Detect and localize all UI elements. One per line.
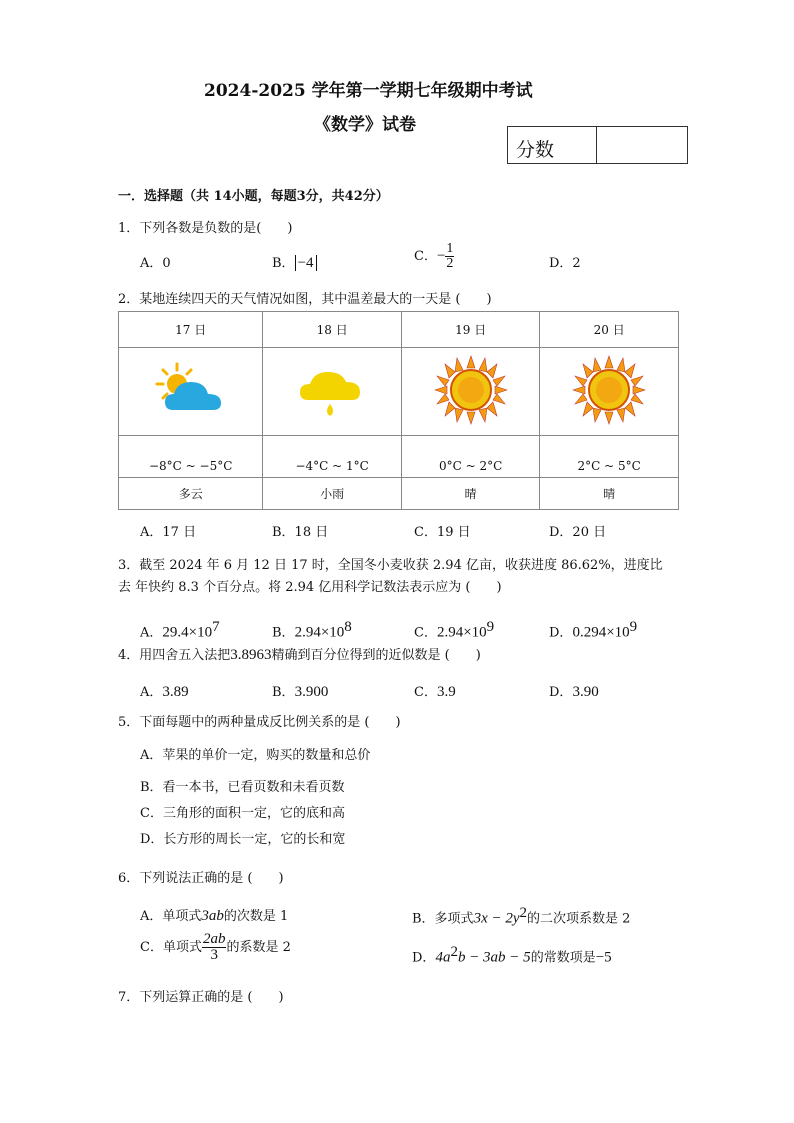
day-18-temp: −4°C ~ 1°C	[263, 436, 402, 478]
day-19-weather: 晴	[401, 478, 540, 510]
q7-stem: 7．下列运算正确的是 ( )	[118, 990, 284, 1005]
q3-option-c-exp: 9	[486, 619, 495, 635]
q6-option-c-prefix: C．单项式	[140, 940, 202, 955]
q4-option-b-value: 3.900	[294, 684, 329, 700]
q4-option-a[interactable]	[140, 681, 189, 701]
q3-stem-line1: 3．截至 2024 年 6 月 12 日 17 时，全国冬小麦收获 2.94 亿亩，收获进度 86.62%，进度比	[118, 558, 663, 573]
day-20-date: 20 日	[540, 312, 679, 348]
q6-option-d-value: −5	[595, 949, 612, 966]
day-19-date: 19 日	[401, 312, 540, 348]
q6-option-a-suffix: 的次数是 1	[223, 909, 289, 924]
sun-icon	[431, 354, 511, 426]
q2-option-c[interactable]: C．19 日	[414, 525, 471, 540]
score-label-cell	[508, 127, 597, 163]
day-18-date: 18 日	[263, 312, 402, 348]
q6-option-c-num: 2ab	[202, 931, 226, 947]
q3-option-b-base: 2.94×10	[294, 624, 345, 641]
section-heading: 一．选择题（共 14小题，每题3分，共42分）	[118, 189, 389, 204]
q4-stem-prefix: 4．用四舍五入法把	[118, 648, 231, 663]
q3-option-b-exp: 8	[344, 619, 352, 635]
day-20-temp: 2°C ~ 5°C	[540, 436, 679, 478]
q3-option-a[interactable]	[140, 619, 220, 641]
q4-option-d-prefix: D．	[549, 685, 573, 700]
q3-stem-line2: 去 年快约 8.3 个百分点。将 2.94 亿用科学记数法表示应为 ( )	[118, 580, 502, 595]
day-18-weather: 小雨	[263, 478, 402, 510]
q3-option-a-prefix: A．	[140, 625, 163, 641]
q3-option-b-prefix: B．	[272, 625, 295, 641]
exam-title: 2024-2025 学年第一学期七年级期中考试	[204, 81, 533, 101]
q6-option-d-prefix: D．	[412, 950, 436, 966]
q5-option-c[interactable]: C．三角形的面积一定，它的底和高	[140, 806, 345, 821]
q3-option-c-base: 2.94×10	[436, 624, 487, 641]
q3-option-c[interactable]	[414, 619, 494, 641]
q1-option-d[interactable]: D．2	[549, 256, 581, 271]
q4-stem-number: 3.8963	[230, 647, 272, 663]
q6-option-b-expr: 3x − 2y	[473, 910, 520, 927]
q3-option-b[interactable]	[272, 619, 352, 641]
q3-option-d[interactable]	[549, 619, 637, 641]
q3-option-a-exp: 7	[212, 619, 220, 635]
q2-stem: 2．某地连续四天的天气情况如图，其中温差最大的一天是 ( )	[118, 292, 492, 307]
q2-option-a[interactable]: A．17 日	[140, 525, 197, 540]
sun-icon	[569, 354, 649, 426]
q4-option-a-value: 3.89	[162, 684, 189, 700]
q1-option-a[interactable]: A．0	[140, 256, 171, 271]
q4-option-c-prefix: C．	[414, 685, 437, 700]
weather-table	[118, 311, 679, 510]
day-19-temp: 0°C ~ 2°C	[401, 436, 540, 478]
q6-option-c-suffix: 的系数是 2	[226, 940, 291, 955]
q5-option-b[interactable]: B．看一本书，已看页数和未看页数	[140, 780, 345, 795]
score-box	[507, 126, 688, 164]
day-17-icon-cell	[119, 348, 263, 436]
q1-option-b-value: −4	[295, 255, 317, 271]
day-20-icon-cell	[540, 348, 679, 436]
q5-option-a[interactable]: A．苹果的单价一定，购买的数量和总价	[140, 748, 371, 763]
q2-option-b[interactable]: B．18 日	[272, 525, 329, 540]
q6-option-a-prefix: A．单项式	[140, 909, 202, 924]
day-17-date: 17 日	[119, 312, 263, 348]
q4-option-d-value: 3.90	[572, 684, 599, 700]
q6-option-d-expr1: 4a	[435, 949, 451, 966]
q4-option-a-prefix: A．	[140, 685, 163, 700]
q1-option-c-prefix: C．	[414, 249, 437, 264]
score-label: 分数	[516, 139, 555, 161]
q3-option-d-base: 0.294×10	[572, 624, 630, 641]
partly-cloudy-icon	[151, 358, 231, 422]
q6-option-d[interactable]	[412, 944, 612, 966]
q6-option-c[interactable]	[140, 932, 291, 963]
q6-option-a-expr: 3ab	[201, 908, 224, 924]
q6-option-b[interactable]	[412, 905, 630, 927]
q3-option-d-exp: 9	[629, 619, 638, 635]
q5-stem: 5．下面每题中的两种量成反比例关系的是 ( )	[118, 715, 401, 730]
q1-option-c-den: 2	[446, 256, 454, 271]
q3-option-d-prefix: D．	[549, 625, 573, 641]
q4-option-c[interactable]	[414, 681, 456, 701]
q4-option-b[interactable]	[272, 681, 328, 701]
exam-subtitle: 《数学》试卷	[314, 115, 416, 135]
q6-option-a[interactable]	[140, 905, 288, 925]
day-20-weather: 晴	[540, 478, 679, 510]
day-19-icon-cell	[401, 348, 540, 436]
q3-option-c-prefix: C．	[414, 625, 437, 641]
q6-option-d-exp: 2	[450, 944, 458, 960]
light-rain-icon	[292, 358, 372, 422]
q1-stem: 1．下列各数是负数的是( )	[118, 221, 293, 236]
q4-stem-suffix: 精确到百分位得到的近似数是 ( )	[271, 648, 481, 663]
score-value-cell[interactable]	[597, 127, 687, 163]
q1-option-b[interactable]	[272, 252, 317, 272]
q3-option-a-base: 29.4×10	[162, 624, 213, 641]
q6-option-b-exp: 2	[519, 905, 527, 921]
q6-stem: 6．下列说法正确的是 ( )	[118, 871, 284, 886]
q4-option-b-prefix: B．	[272, 685, 295, 700]
day-17-weather: 多云	[119, 478, 263, 510]
q1-option-c-sign: −	[436, 248, 446, 264]
q1-option-c-num: 1	[446, 241, 454, 256]
q4-option-d[interactable]	[549, 681, 599, 701]
day-18-icon-cell	[263, 348, 402, 436]
q6-option-d-expr2: b − 3ab − 5	[457, 949, 531, 966]
q2-option-d[interactable]: D．20 日	[549, 525, 607, 540]
q6-option-b-prefix: B．多项式	[412, 911, 474, 927]
q1-option-b-prefix: B．	[272, 256, 295, 271]
q5-option-d[interactable]: D．长方形的周长一定，它的长和宽	[140, 832, 346, 847]
q1-option-c[interactable]	[414, 242, 454, 271]
q6-option-d-suffix: 的常数项是	[530, 950, 596, 966]
q6-option-b-suffix: 的二次项系数是 2	[527, 911, 631, 927]
day-17-temp: −8°C ~ −5°C	[119, 436, 263, 478]
q6-option-c-den: 3	[210, 947, 218, 963]
q4-stem	[118, 644, 481, 664]
q4-option-c-value: 3.9	[436, 684, 456, 700]
